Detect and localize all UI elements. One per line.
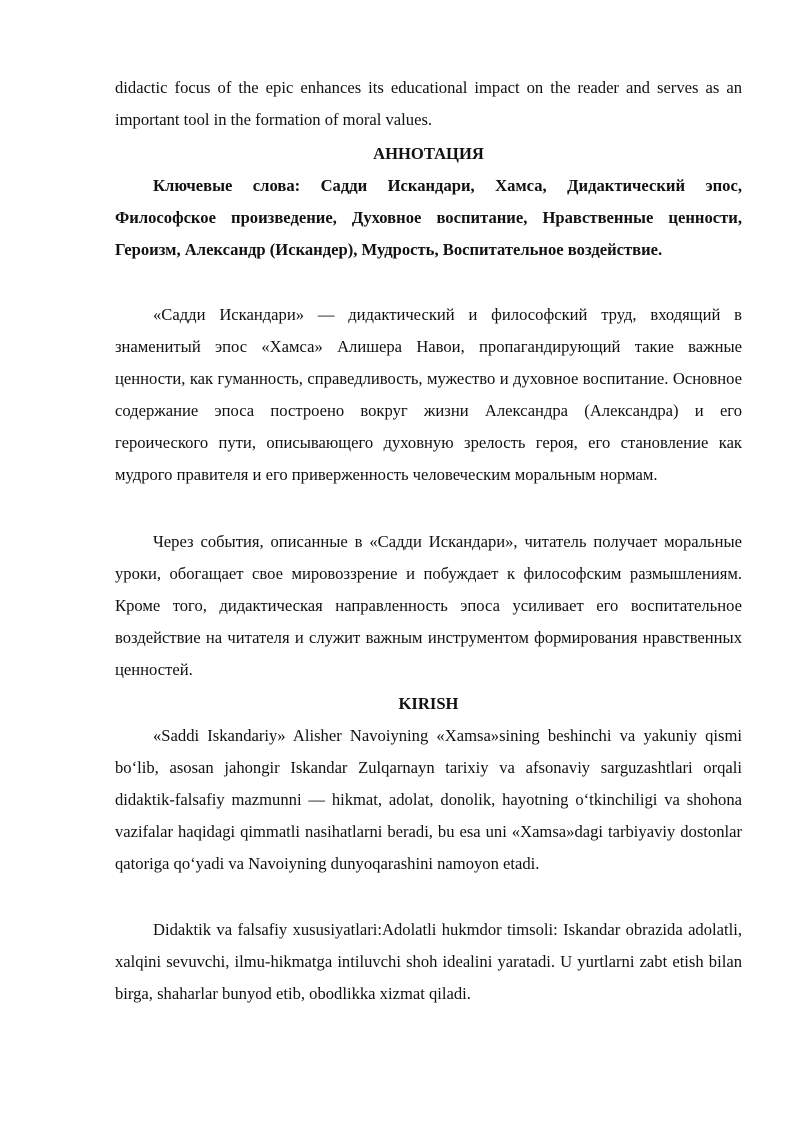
continuation-paragraph: didactic focus of the epic enhances its educational impact on the reader and serves as an important tool in the formation of moral values. xyxy=(115,78,742,129)
ru-paragraph-2: Через события, описанные в «Садди Искандари», читатель получает моральные уроки, обогащает свое мировоззрение и побуждает к философским размышлениям. Кроме того, дидактическая направленность эпоса усиливает его воспитательное воздействие на читателя и служит важным инструментом формирования нравственных ценностей. xyxy=(115,532,742,679)
uz-paragraph-1: «Saddi Iskandariy» Alisher Navoiyning «Xamsa»sining beshinchi va yakuniy qismi bo‘lib, asosan jahongir Iskandar Zulqarnayn tarixiy va afsonaviy sarguzashtlari orqali didaktik-falsafiy mazmunni — hikmat, adolat, donolik, hayotning o‘tkinchiligi va shohona vazifalar haqidagi qimmatli nasihatlarni beradi, bu esa uni «Xamsa»dagi tarbiyaviy dostonlar qatoriga qo‘yadi va Navoiyning dunyoqarashini namoyon etadi. xyxy=(115,726,742,873)
uz-paragraph-2: Didaktik va falsafiy xususiyatlari:Adolatli hukmdor timsoli: Iskandar obrazida adolatli, xalqini sevuvchi, ilmu-hikmatga intiluvchi shoh idealini yaratadi. U yurtlarni zabt etish bilan birga, shaharlar bunyod etib, obodlikka xizmat qiladi. xyxy=(115,920,742,1003)
keywords-paragraph: Ключевые слова: Садди Искандари, Хамса, Дидактический эпос, Философское произведение, Духовное воспитание, Нравственные ценности, Героизм, Александр (Искандер), Мудрость, Воспитательное воздействие. xyxy=(115,176,742,259)
kirish-heading: KIRISH xyxy=(398,694,459,713)
ru-paragraph-1: «Садди Искандари» — дидактический и философский труд, входящий в знаменитый эпос «Хамса» Алишера Навои, пропагандирующий такие важные ценности, как гуманность, справедливость, мужество и духовное воспитание. Основное содержание эпоса построено вокруг жизни Александра (Александра) и его героического пути, описывающего духовную зрелость героя, его становление как мудрого правителя и его приверженность человеческим моральным нормам. xyxy=(115,305,742,484)
annotation-heading: АННОТАЦИЯ xyxy=(373,144,484,163)
